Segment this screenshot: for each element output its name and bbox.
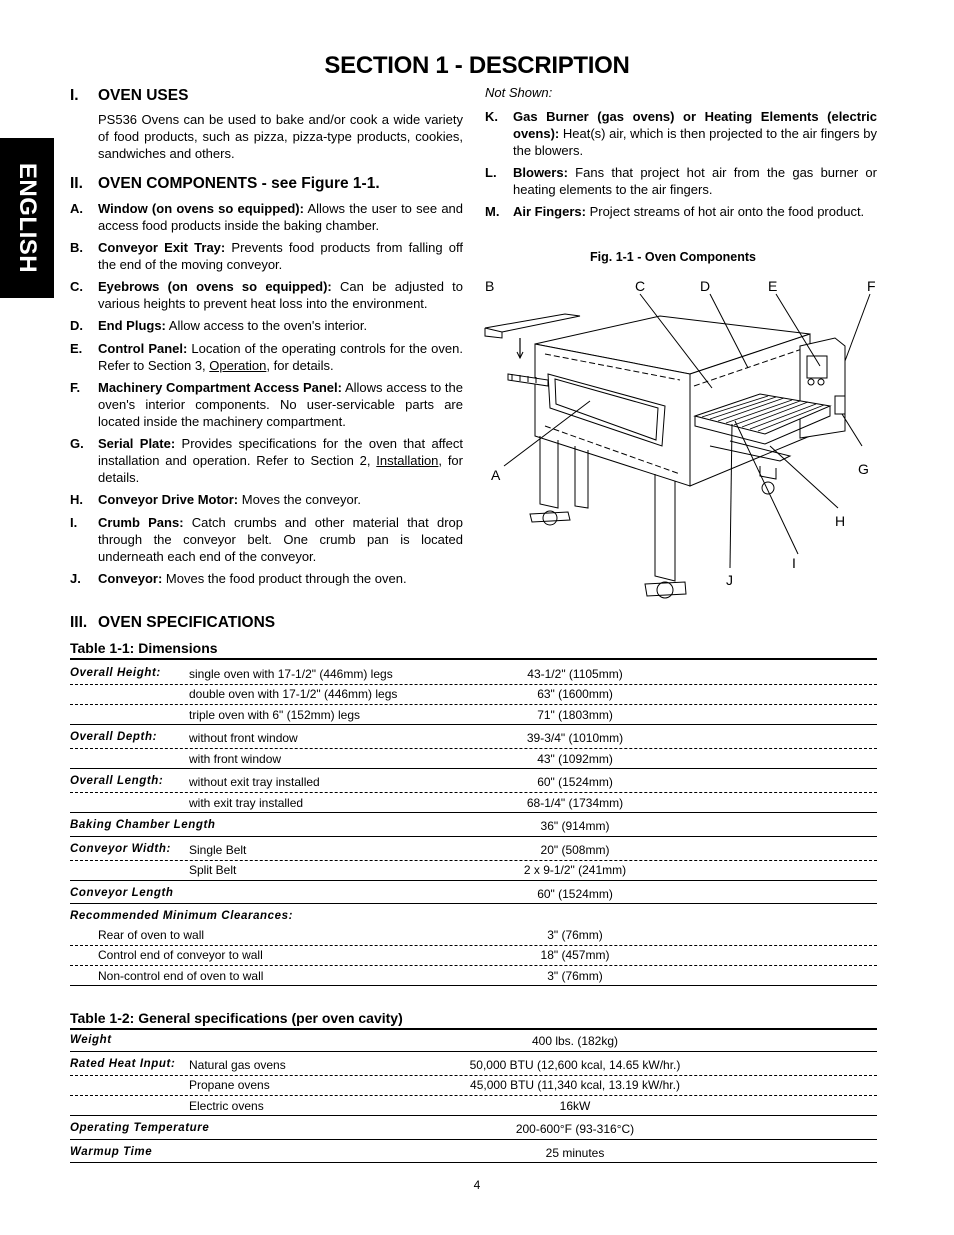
figure-label-d: D — [700, 278, 711, 294]
specs-num: III. — [70, 614, 88, 631]
general-specs-rule — [70, 1075, 877, 1076]
figure-label-h: H — [835, 513, 846, 529]
dimensions-rule — [70, 985, 877, 986]
component-item-letter: G. — [70, 436, 84, 451]
component-item-body — [98, 239, 463, 273]
dimensions-rule — [70, 724, 877, 725]
dimensions-row-desc: Single Belt — [189, 843, 247, 857]
component-item-text: Catch crumbs and other material that drop through the conveyor belt. One crumb pan is located underneath each end of the conveyor. — [98, 515, 463, 564]
general-specs-row-label: Operating Temperature — [70, 1122, 210, 1134]
not-shown-item-body — [513, 203, 877, 220]
figure-label-j: J — [726, 572, 733, 588]
component-item-letter: D. — [70, 318, 83, 333]
table2-title: Table 1-2: General specifications (per oven cavity) — [70, 1010, 403, 1026]
dimensions-row-desc: Control end of conveyor to wall — [98, 948, 263, 962]
component-item-text: Prevents food products from falling off the end of the moving conveyor. — [98, 240, 463, 272]
dimensions-row-value: 60" (1524mm) — [537, 775, 613, 789]
page-number: 4 — [473, 1178, 481, 1192]
dimensions-row-desc: Rear of oven to wall — [98, 928, 205, 942]
component-item-body — [98, 379, 463, 430]
dimensions-row-label: Recommended Minimum Clearances: — [70, 910, 294, 922]
general-specs-row-label: Warmup Time — [70, 1146, 153, 1158]
component-item-reference: Installation — [376, 453, 439, 468]
component-item-body — [98, 278, 463, 312]
specs-title: OVEN SPECIFICATIONS — [98, 614, 276, 631]
dimensions-rule — [70, 860, 877, 861]
dimensions-rule — [70, 836, 877, 837]
figure-label-i: I — [792, 555, 796, 571]
figure-label-f: F — [867, 278, 876, 294]
general-specs-row-value: 25 minutes — [545, 1146, 605, 1160]
figure-label-e: E — [768, 278, 778, 294]
not-shown-item-term: Blowers: — [513, 165, 568, 180]
component-item-term: Conveyor: — [98, 571, 163, 586]
general-specs-row-value: 45,000 BTU (11,340 kcal, 13.19 kW/hr.) — [470, 1078, 680, 1092]
component-item-letter: J. — [70, 571, 81, 586]
general-specs-row-value: 200-600°F (93-316°C) — [515, 1122, 635, 1136]
dimensions-row-value: 18" (457mm) — [540, 948, 610, 962]
not-shown-item-body — [513, 164, 877, 198]
not-shown-item-text: Project streams of hot air onto the food product. — [585, 204, 865, 219]
component-item-term: End Plugs: — [98, 318, 166, 333]
dimensions-row-value: 2 x 9-1/2" (241mm) — [523, 863, 627, 877]
dimensions-rule — [70, 880, 877, 881]
component-item-reference: Operation — [209, 358, 267, 373]
general-specs-rule — [70, 1115, 877, 1116]
not-shown-label: Not Shown: — [485, 85, 553, 100]
component-item-letter: H. — [70, 492, 83, 507]
figure-caption: Fig. 1-1 - Oven Components — [590, 250, 756, 264]
component-item-letter: F. — [70, 380, 81, 395]
table1-title: Table 1-1: Dimensions — [70, 640, 218, 656]
component-item-body — [98, 514, 463, 565]
component-item-term: Machinery Compartment Access Panel: — [98, 380, 342, 395]
component-item-term: Window (on ovens so equipped): — [98, 201, 304, 216]
language-tab-label: ENGLISH — [14, 162, 41, 274]
component-item-text-after: , for details. — [98, 453, 463, 485]
not-shown-item-term: Air Fingers: — [513, 204, 586, 219]
components-num: II. — [70, 175, 83, 192]
dimensions-row-value: 39-3/4" (1010mm) — [526, 731, 624, 745]
dimensions-row-desc: with front window — [189, 752, 282, 766]
dimensions-row-desc: triple oven with 6" (152mm) legs — [189, 708, 360, 722]
not-shown-item-text: Heat(s) air, which is then projected to the air fingers by the blowers. — [513, 126, 877, 158]
figure-label-g: G — [858, 461, 869, 477]
dimensions-rule — [70, 792, 877, 793]
figure-label-b: B — [485, 278, 495, 294]
general-specs-rule — [70, 1028, 877, 1030]
dimensions-row-value: 71" (1803mm) — [537, 708, 613, 722]
component-item-body — [98, 317, 463, 334]
component-item-text: Allows access to the oven's interior components. No user-servicable parts are located inside the machinery compartment. — [98, 380, 464, 429]
dimensions-row-value: 63" (1600mm) — [537, 687, 613, 701]
dimensions-rule — [70, 658, 877, 660]
dimensions-row-label: Conveyor Length — [70, 887, 174, 899]
dimensions-row-label: Overall Depth: — [70, 731, 158, 743]
dimensions-rule — [70, 965, 877, 966]
component-item-letter: I. — [70, 515, 78, 530]
dimensions-row-desc: without exit tray installed — [189, 775, 320, 789]
not-shown-item-term: Gas Burner (gas ovens) or Heating Elements (electric ovens): — [513, 109, 877, 141]
component-item-letter: C. — [70, 279, 83, 294]
not-shown-item-text: Fans that project hot air from the gas burner or heating elements to the air fingers. — [513, 165, 877, 197]
dimensions-row-label: Overall Length: — [70, 775, 164, 787]
dimensions-rule — [70, 945, 877, 946]
not-shown-item-letter: M. — [485, 204, 500, 219]
dimensions-row-desc: with exit tray installed — [189, 796, 304, 810]
not-shown-item-letter: L. — [485, 165, 497, 180]
dimensions-row-value: 43-1/2" (1105mm) — [527, 667, 623, 681]
component-item-letter: A. — [70, 201, 83, 216]
dimensions-row-label: Overall Height: — [70, 667, 161, 679]
component-item-letter: E. — [70, 341, 83, 356]
component-item-text: Moves the food product through the oven. — [162, 571, 407, 586]
general-specs-rule — [70, 1051, 877, 1052]
page-title: SECTION 1 - DESCRIPTION — [324, 52, 630, 79]
dimensions-rule — [70, 903, 877, 904]
component-item-text: Provides specifications for the oven that affect installation and operation. Refer to Section 2, — [98, 436, 463, 468]
dimensions-row-value: 3" (76mm) — [547, 928, 603, 942]
component-item-text: Moves the conveyor. — [238, 492, 361, 507]
general-specs-rule — [70, 1139, 877, 1140]
general-specs-row-value: 50,000 BTU (12,600 kcal, 14.65 kW/hr.) — [469, 1058, 681, 1072]
dimensions-row-label: Baking Chamber Length — [70, 819, 216, 831]
general-specs-rule — [70, 1162, 877, 1163]
not-shown-item-letter: K. — [485, 109, 498, 124]
component-item-text: Allow access to the oven's interior. — [165, 318, 368, 333]
figure-label-c: C — [635, 278, 646, 294]
dimensions-row-value: 20" (508mm) — [540, 843, 610, 857]
general-specs-row-label: Weight — [70, 1034, 112, 1046]
oven-uses-text: PS536 Ovens can be used to bake and/or cook a wide variety of food products, such as pizza, pizza-type products, cookies, sandwiches and others. — [98, 112, 463, 161]
dimensions-rule — [70, 704, 877, 705]
dimensions-row-value: 3" (76mm) — [547, 969, 603, 983]
component-item-text: Allows the user to see and access food products inside the baking chamber. — [98, 201, 464, 233]
oven-diagram — [480, 276, 900, 616]
figure-label-a: A — [491, 467, 501, 483]
not-shown-item-body — [513, 108, 877, 159]
general-specs-row-desc: Electric ovens — [189, 1099, 264, 1113]
dimensions-row-label: Conveyor Width: — [70, 843, 171, 855]
dimensions-row-value: 68-1/4" (1734mm) — [526, 796, 624, 810]
language-tab — [0, 138, 54, 298]
general-specs-row-label: Rated Heat Input: — [70, 1058, 176, 1070]
component-item-term: Serial Plate: — [98, 436, 176, 451]
component-item-term: Conveyor Drive Motor: — [98, 492, 239, 507]
dimensions-row-desc: single oven with 17-1/2" (446mm) legs — [189, 667, 393, 681]
components-heading — [70, 175, 380, 193]
component-item-body — [98, 340, 463, 374]
component-item-term: Eyebrows (on ovens so equipped): — [98, 279, 332, 294]
component-item-term: Control Panel: — [98, 341, 188, 356]
general-specs-row-desc: Natural gas ovens — [189, 1058, 286, 1072]
component-item-text-after: , for details. — [266, 358, 334, 373]
dimensions-row-value: 60" (1524mm) — [537, 887, 613, 901]
component-item-text: Location of the operating controls for the oven. Refer to Section 3, — [98, 341, 463, 373]
component-item-body — [98, 570, 463, 587]
dimensions-rule — [70, 812, 877, 813]
component-item-term: Conveyor Exit Tray: — [98, 240, 226, 255]
dimensions-rule — [70, 684, 877, 685]
dimensions-row-desc: double oven with 17-1/2" (446mm) legs — [189, 687, 398, 701]
component-item-text: Can be adjusted to various heights to prevent heat loss into the environment. — [98, 279, 463, 311]
dimensions-row-value: 36" (914mm) — [540, 819, 610, 833]
general-specs-row-desc: Propane ovens — [189, 1078, 270, 1092]
dimensions-row-desc: Non-control end of oven to wall — [98, 969, 264, 983]
component-item-body — [98, 491, 463, 508]
dimensions-row-value: 43" (1092mm) — [537, 752, 613, 766]
dimensions-row-desc: without front window — [189, 731, 298, 745]
dimensions-row-desc: Split Belt — [189, 863, 237, 877]
component-item-body — [98, 435, 463, 486]
specs-heading — [70, 614, 275, 632]
oven-uses-num: I. — [70, 87, 79, 104]
component-item-letter: B. — [70, 240, 83, 255]
components-title: OVEN COMPONENTS - see Figure 1-1. — [98, 175, 380, 192]
component-item-body — [98, 200, 463, 234]
oven-uses-title: OVEN USES — [98, 87, 189, 104]
general-specs-rule — [70, 1095, 877, 1096]
general-specs-row-value: 16kW — [559, 1099, 591, 1113]
component-item-term: Crumb Pans: — [98, 515, 184, 530]
general-specs-row-value: 400 lbs. (182kg) — [531, 1034, 619, 1048]
dimensions-rule — [70, 768, 877, 769]
dimensions-rule — [70, 748, 877, 749]
oven-uses-heading — [70, 87, 188, 105]
